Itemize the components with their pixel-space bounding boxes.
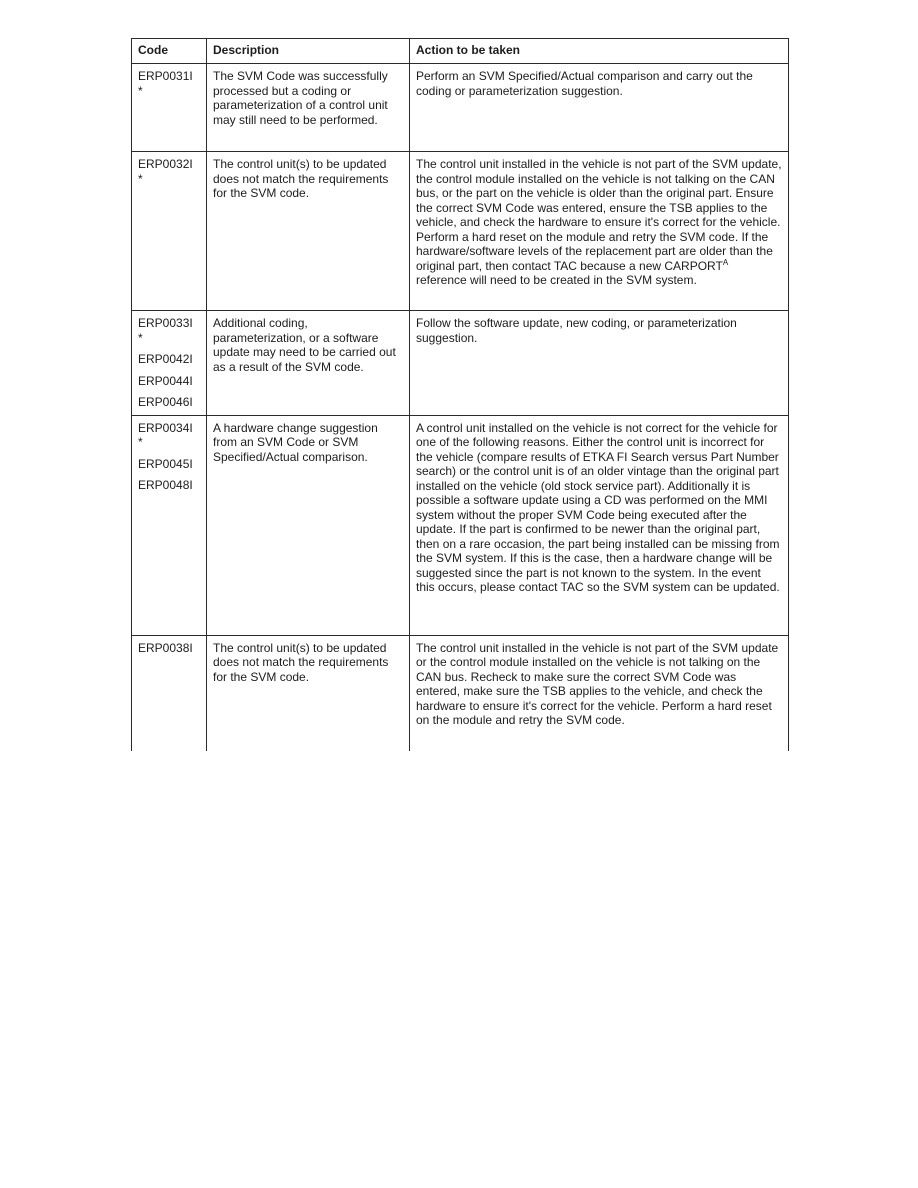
table-row [132, 152, 789, 311]
column-header-code: Code [132, 39, 207, 64]
superscript-reference: A [722, 257, 729, 267]
table-header-row [132, 39, 789, 64]
code-value: ERP0038I [138, 640, 193, 655]
column-header-description: Description [207, 39, 410, 64]
description-cell: A hardware change suggestion from an SVM Code or SVM Specified/Actual comparison. [207, 415, 410, 635]
code-cell [132, 152, 207, 311]
action-cell: Perform an SVM Specified/Actual comparison and carry out the coding or parameterization suggestion. [410, 64, 789, 152]
code-value: ERP0044I [138, 373, 193, 388]
code-cell [132, 635, 207, 751]
action-cell: Follow the software update, new coding, or parameterization suggestion. [410, 311, 789, 416]
code-value: ERP0046I [138, 395, 193, 409]
code-value: ERP0048I [138, 478, 193, 492]
description-cell: The control unit(s) to be updated does not match the requirements for the SVM code. [207, 152, 410, 311]
column-header-action: Action to be taken [410, 39, 789, 64]
table-row [132, 64, 789, 152]
action-cell: The control unit installed in the vehicle is not part of the SVM update or the control module installed on the vehicle is not talking on the CAN bus. Recheck to make sure the correct SVM Code was entered, make sure the TSB applies to the vehicle, and check the hardware to ensure it's correct for the vehicle. Perform a hard reset on the module and retry the SVM code. [410, 635, 789, 751]
action-cell: A control unit installed on the vehicle is not correct for the vehicle for one of the following reasons. Either the control unit is incorrect for the vehicle (compare results of ETKA FI Search versus Part Number search) or the control unit is of an older vintage than the original part installed on the vehicle (old stock service part). Additionally it is possible a software update using a CD was performed on the MMI system without the proper SVM Code being executed after the update. If the part is confirmed to be newer than the original part, then on a rare occasion, the part being installed can be missing from the SVM system. If this is the case, then a hardware change will be suggested since the part is not known to the system. In the event this occurs, please contact TAC so the SVM system can be updated. [410, 415, 789, 635]
code-value: ERP0033I * [138, 316, 193, 345]
table-row [132, 311, 789, 416]
code-value: ERP0042I [138, 352, 193, 366]
svm-codes-table [131, 38, 789, 751]
description-cell: Additional coding, parameterization, or a software update may need to be carried out as a result of the SVM code. [207, 311, 410, 416]
description-cell: The control unit(s) to be updated does not match the requirements for the SVM code. [207, 635, 410, 751]
code-value: ERP0034I * [138, 420, 193, 449]
action-cell: The control unit installed in the vehicle is not part of the SVM update, the control module installed on the vehicle is not talking on the CAN bus, or the part on the vehicle is older than the original part. Ensure the correct SVM Code was entered, ensure the TSB applies to the vehicle, and check the hardware to ensure it's correct for the vehicle. Perform a hard reset on the module and retry the SVM code. If the hardware/software levels of the replacement part are older than the original part, then contact TAC because a new $CARPORT^A$ reference will need to be created in the SVM system. [410, 152, 789, 311]
code-value: ERP0031I * [138, 69, 193, 98]
table-row [132, 635, 789, 751]
description-cell: The SVM Code was successfully processed but a coding or parameterization of a control unit may still need to be performed. [207, 64, 410, 152]
table-row [132, 415, 789, 635]
code-cell [132, 311, 207, 416]
code-value: ERP0032I * [138, 157, 193, 186]
code-value: ERP0045I [138, 456, 193, 471]
svm-codes-table-body [132, 64, 789, 752]
code-cell [132, 415, 207, 635]
code-cell [132, 64, 207, 152]
